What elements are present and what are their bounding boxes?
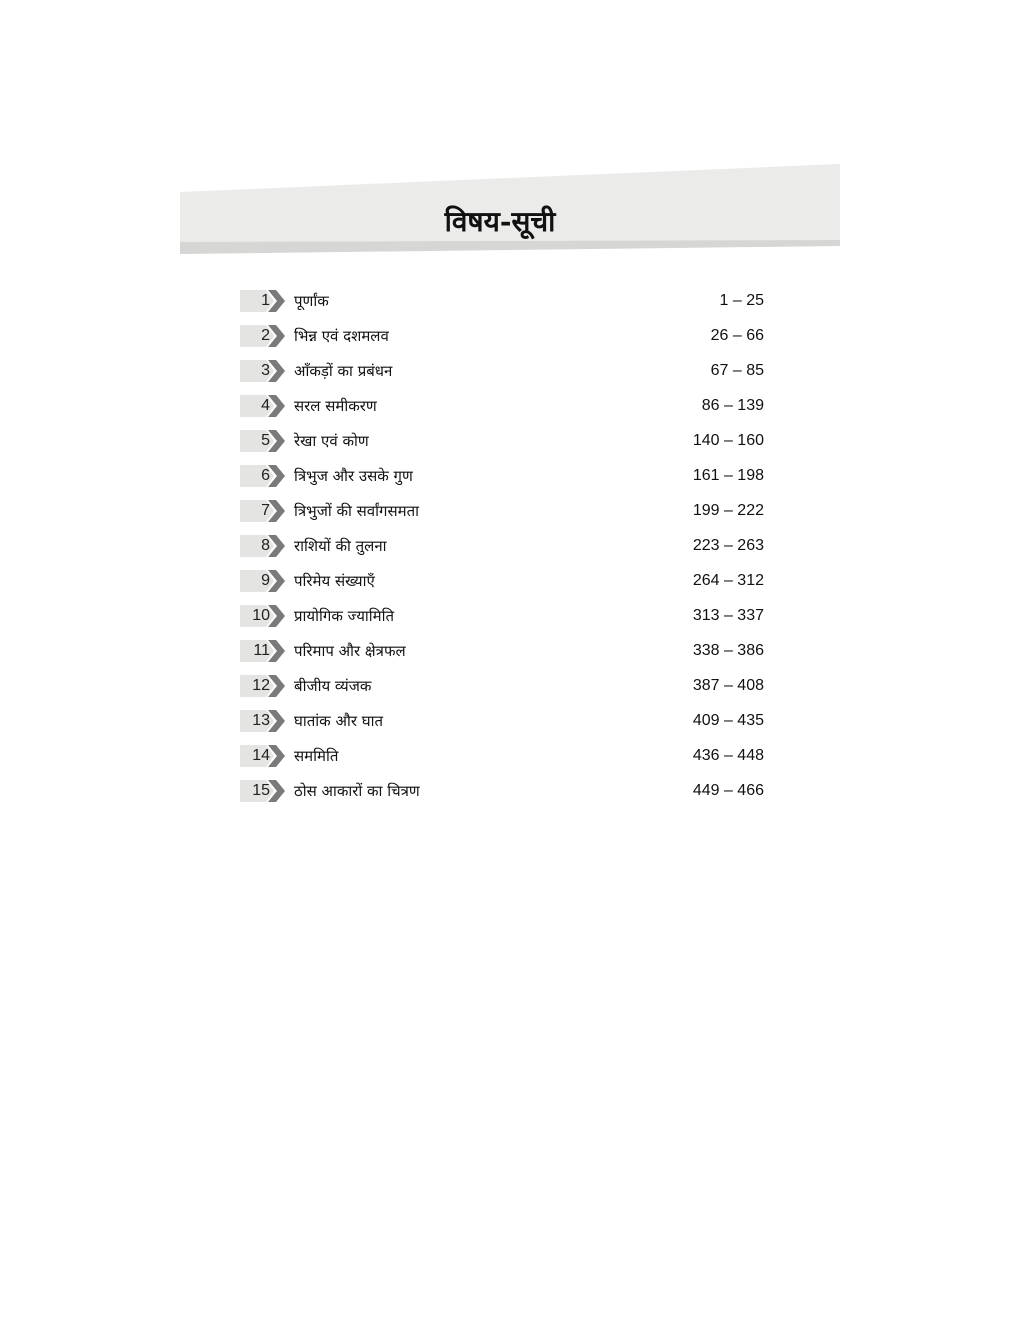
toc-row[interactable]: [240, 359, 764, 394]
page-range: 26 – 66: [710, 327, 764, 344]
chapter-title: घातांक और घात: [294, 712, 384, 730]
chapter-badge: [240, 675, 286, 697]
toc-row[interactable]: [240, 499, 764, 534]
chapter-number: 4: [261, 397, 270, 414]
chapter-badge: [240, 535, 286, 557]
page-range: 449 – 466: [692, 782, 764, 799]
page-range: 409 – 435: [692, 712, 764, 729]
chapter-title: सरल समीकरण: [294, 397, 377, 415]
chapter-title: रेखा एवं कोण: [294, 432, 369, 450]
chapter-badge: [240, 325, 286, 347]
chapter-number: 9: [261, 572, 270, 589]
chapter-title: त्रिभुज और उसके गुण: [294, 467, 413, 485]
chapter-title: प्रायोगिक ज्यामिति: [294, 607, 395, 625]
chapter-number: 13: [252, 712, 270, 729]
chapter-number: 2: [261, 327, 270, 344]
page-range: 67 – 85: [710, 362, 764, 379]
page-range: 1 – 25: [719, 292, 764, 309]
toc-row[interactable]: [240, 464, 764, 499]
chapter-title: ठोस आकारों का चित्रण: [294, 782, 420, 800]
page-range: 161 – 198: [692, 467, 764, 484]
page-range: 313 – 337: [692, 607, 764, 624]
chapter-badge: [240, 640, 286, 662]
chapter-number: 15: [252, 782, 270, 799]
page-range: 140 – 160: [692, 432, 764, 449]
chapter-number: 5: [261, 432, 270, 449]
chapter-badge: [240, 465, 286, 487]
page-range: 86 – 139: [701, 397, 764, 414]
toc-row[interactable]: [240, 394, 764, 429]
chapter-title: पूर्णांक: [294, 292, 329, 310]
toc-row[interactable]: [240, 324, 764, 359]
page-title: विषय-सूची: [444, 205, 556, 238]
chapter-badge: [240, 430, 286, 452]
chapter-number: 10: [252, 607, 270, 624]
chapter-badge: [240, 745, 286, 767]
page-range: 264 – 312: [692, 572, 764, 589]
toc-row[interactable]: [240, 639, 764, 674]
chapter-number: 8: [261, 537, 270, 554]
chapter-number: 11: [253, 642, 270, 659]
chapter-badge: [240, 500, 286, 522]
chapter-badge: [240, 780, 286, 802]
chapter-badge: [240, 570, 286, 592]
chapter-title: आँकड़ों का प्रबंधन: [294, 362, 393, 380]
toc-row[interactable]: [240, 779, 764, 814]
chapter-title: सममिति: [294, 747, 339, 765]
toc-row[interactable]: [240, 289, 764, 324]
page-range: 199 – 222: [692, 502, 764, 519]
toc-row[interactable]: [240, 674, 764, 709]
chapter-title: भिन्न एवं दशमलव: [294, 327, 389, 345]
toc-row[interactable]: [240, 744, 764, 779]
chapter-number: 3: [261, 362, 270, 379]
page-range: 387 – 408: [692, 677, 764, 694]
chapter-number: 1: [261, 292, 270, 309]
chapter-badge: [240, 710, 286, 732]
chapter-badge: [240, 290, 286, 312]
chapter-badge: [240, 605, 286, 627]
toc-row[interactable]: [240, 604, 764, 639]
page-range: 338 – 386: [692, 642, 764, 659]
chapter-number: 14: [252, 747, 270, 764]
chapter-badge: [240, 360, 286, 382]
toc-row[interactable]: [240, 709, 764, 744]
toc-row[interactable]: [240, 429, 764, 464]
page-range: 223 – 263: [692, 537, 764, 554]
chapter-title: परिमेय संख्याएँ: [294, 572, 375, 590]
chapter-number: 12: [252, 677, 270, 694]
chapter-title: त्रिभुजों की सर्वांगसमता: [294, 502, 420, 520]
chapter-number: 7: [261, 502, 270, 519]
chapter-number: 6: [261, 467, 270, 484]
chapter-title: बीजीय व्यंजक: [294, 677, 372, 695]
chapter-badge: [240, 395, 286, 417]
page-range: 436 – 448: [692, 747, 764, 764]
chapter-title: परिमाप और क्षेत्रफल: [294, 642, 406, 660]
chapter-title: राशियों की तुलना: [294, 537, 387, 555]
toc-row[interactable]: [240, 569, 764, 604]
table-of-contents: [240, 289, 764, 814]
toc-row[interactable]: [240, 534, 764, 569]
